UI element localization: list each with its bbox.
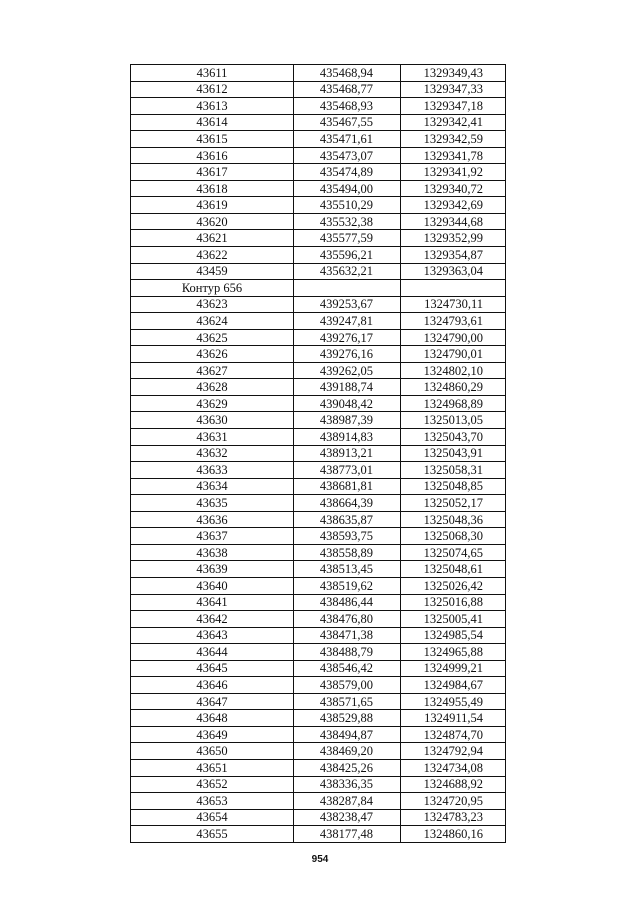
x-coordinate-cell: 438476,80 (294, 611, 401, 628)
y-coordinate-cell: 1329349,43 (401, 65, 506, 82)
x-coordinate-cell: 438238,47 (294, 809, 401, 826)
point-id-cell: 43620 (131, 213, 294, 230)
y-coordinate-cell: 1329342,69 (401, 197, 506, 214)
coordinates-table (130, 64, 506, 843)
table-row (131, 313, 506, 330)
y-coordinate-cell (401, 280, 506, 297)
point-id-cell: 43627 (131, 362, 294, 379)
x-coordinate-cell: 435532,38 (294, 213, 401, 230)
x-coordinate-cell: 438571,65 (294, 693, 401, 710)
table-row (131, 544, 506, 561)
table-row (131, 462, 506, 479)
point-id-cell: 43614 (131, 114, 294, 131)
point-id-cell: 43636 (131, 511, 294, 528)
y-coordinate-cell: 1324734,08 (401, 759, 506, 776)
point-id-cell: 43634 (131, 478, 294, 495)
point-id-cell: 43641 (131, 594, 294, 611)
point-id-cell: Контур 656 (131, 280, 294, 297)
point-id-cell: 43645 (131, 660, 294, 677)
x-coordinate-cell: 438519,62 (294, 577, 401, 594)
point-id-cell: 43655 (131, 826, 294, 843)
y-coordinate-cell: 1329347,18 (401, 98, 506, 115)
table-row (131, 213, 506, 230)
table-row (131, 81, 506, 98)
x-coordinate-cell: 439262,05 (294, 362, 401, 379)
x-coordinate-cell: 435494,00 (294, 180, 401, 197)
y-coordinate-cell: 1325043,70 (401, 429, 506, 446)
y-coordinate-cell: 1324965,88 (401, 644, 506, 661)
point-id-cell: 43644 (131, 644, 294, 661)
table-row (131, 660, 506, 677)
table-row (131, 611, 506, 628)
y-coordinate-cell: 1324874,70 (401, 726, 506, 743)
table-row (131, 98, 506, 115)
point-id-cell: 43611 (131, 65, 294, 82)
y-coordinate-cell: 1325068,30 (401, 528, 506, 545)
y-coordinate-cell: 1324955,49 (401, 693, 506, 710)
point-id-cell: 43459 (131, 263, 294, 280)
y-coordinate-cell: 1329363,04 (401, 263, 506, 280)
table-row (131, 809, 506, 826)
x-coordinate-cell: 438914,83 (294, 429, 401, 446)
y-coordinate-cell: 1329340,72 (401, 180, 506, 197)
coordinates-table-body (131, 65, 506, 843)
point-id-cell: 43635 (131, 495, 294, 512)
y-coordinate-cell: 1325026,42 (401, 577, 506, 594)
table-row (131, 263, 506, 280)
y-coordinate-cell: 1325074,65 (401, 544, 506, 561)
x-coordinate-cell: 435468,77 (294, 81, 401, 98)
x-coordinate-cell: 438471,38 (294, 627, 401, 644)
table-row (131, 164, 506, 181)
y-coordinate-cell: 1324790,01 (401, 346, 506, 363)
point-id-cell: 43630 (131, 412, 294, 429)
y-coordinate-cell: 1325058,31 (401, 462, 506, 479)
y-coordinate-cell: 1324911,54 (401, 710, 506, 727)
point-id-cell: 43624 (131, 313, 294, 330)
table-row (131, 429, 506, 446)
y-coordinate-cell: 1324802,10 (401, 362, 506, 379)
table-row (131, 346, 506, 363)
table-row (131, 495, 506, 512)
table-row (131, 776, 506, 793)
point-id-cell: 43628 (131, 379, 294, 396)
y-coordinate-cell: 1324968,89 (401, 395, 506, 412)
point-id-cell: 43621 (131, 230, 294, 247)
table-row (131, 131, 506, 148)
table-row (131, 445, 506, 462)
point-id-cell: 43612 (131, 81, 294, 98)
y-coordinate-cell: 1324985,54 (401, 627, 506, 644)
y-coordinate-cell: 1324688,92 (401, 776, 506, 793)
x-coordinate-cell: 438546,42 (294, 660, 401, 677)
x-coordinate-cell (294, 280, 401, 297)
x-coordinate-cell: 438177,48 (294, 826, 401, 843)
point-id-cell: 43632 (131, 445, 294, 462)
point-id-cell: 43638 (131, 544, 294, 561)
point-id-cell: 43648 (131, 710, 294, 727)
table-row (131, 759, 506, 776)
y-coordinate-cell: 1324730,11 (401, 296, 506, 313)
x-coordinate-cell: 438529,88 (294, 710, 401, 727)
x-coordinate-cell: 438987,39 (294, 412, 401, 429)
y-coordinate-cell: 1325013,05 (401, 412, 506, 429)
point-id-cell: 43646 (131, 677, 294, 694)
table-row (131, 726, 506, 743)
table-row (131, 296, 506, 313)
x-coordinate-cell: 438913,21 (294, 445, 401, 462)
table-row (131, 594, 506, 611)
table-row (131, 627, 506, 644)
point-id-cell: 43615 (131, 131, 294, 148)
y-coordinate-cell: 1324860,29 (401, 379, 506, 396)
point-id-cell: 43633 (131, 462, 294, 479)
x-coordinate-cell: 438425,26 (294, 759, 401, 776)
x-coordinate-cell: 438494,87 (294, 726, 401, 743)
y-coordinate-cell: 1329341,78 (401, 147, 506, 164)
table-row (131, 65, 506, 82)
y-coordinate-cell: 1329342,41 (401, 114, 506, 131)
point-id-cell: 43650 (131, 743, 294, 760)
point-id-cell: 43647 (131, 693, 294, 710)
y-coordinate-cell: 1325048,36 (401, 511, 506, 528)
table-row (131, 230, 506, 247)
y-coordinate-cell: 1329342,59 (401, 131, 506, 148)
x-coordinate-cell: 438579,00 (294, 677, 401, 694)
table-row (131, 114, 506, 131)
y-coordinate-cell: 1325005,41 (401, 611, 506, 628)
y-coordinate-cell: 1325043,91 (401, 445, 506, 462)
x-coordinate-cell: 439048,42 (294, 395, 401, 412)
y-coordinate-cell: 1325016,88 (401, 594, 506, 611)
x-coordinate-cell: 439188,74 (294, 379, 401, 396)
y-coordinate-cell: 1325048,85 (401, 478, 506, 495)
table-row (131, 511, 506, 528)
x-coordinate-cell: 435632,21 (294, 263, 401, 280)
x-coordinate-cell: 435474,89 (294, 164, 401, 181)
table-row (131, 379, 506, 396)
x-coordinate-cell: 435468,93 (294, 98, 401, 115)
point-id-cell: 43637 (131, 528, 294, 545)
point-id-cell: 43652 (131, 776, 294, 793)
point-id-cell: 43623 (131, 296, 294, 313)
x-coordinate-cell: 435510,29 (294, 197, 401, 214)
table-row (131, 693, 506, 710)
x-coordinate-cell: 435471,61 (294, 131, 401, 148)
x-coordinate-cell: 435467,55 (294, 114, 401, 131)
point-id-cell: 43626 (131, 346, 294, 363)
x-coordinate-cell: 438486,44 (294, 594, 401, 611)
point-id-cell: 43613 (131, 98, 294, 115)
table-row (131, 395, 506, 412)
x-coordinate-cell: 435596,21 (294, 247, 401, 264)
y-coordinate-cell: 1324790,00 (401, 329, 506, 346)
x-coordinate-cell: 438469,20 (294, 743, 401, 760)
y-coordinate-cell: 1329347,33 (401, 81, 506, 98)
table-row (131, 180, 506, 197)
table-row (131, 644, 506, 661)
table-row (131, 247, 506, 264)
x-coordinate-cell: 438681,81 (294, 478, 401, 495)
point-id-cell: 43642 (131, 611, 294, 628)
table-row (131, 329, 506, 346)
point-id-cell: 43651 (131, 759, 294, 776)
table-row (131, 710, 506, 727)
y-coordinate-cell: 1324999,21 (401, 660, 506, 677)
page-number: 954 (311, 854, 329, 865)
table-row (131, 147, 506, 164)
y-coordinate-cell: 1329344,68 (401, 213, 506, 230)
point-id-cell: 43643 (131, 627, 294, 644)
y-coordinate-cell: 1324860,16 (401, 826, 506, 843)
point-id-cell: 43619 (131, 197, 294, 214)
table-row (131, 677, 506, 694)
y-coordinate-cell: 1324720,95 (401, 793, 506, 810)
table-row (131, 197, 506, 214)
x-coordinate-cell: 435468,94 (294, 65, 401, 82)
table-row (131, 362, 506, 379)
y-coordinate-cell: 1324792,94 (401, 743, 506, 760)
point-id-cell: 43654 (131, 809, 294, 826)
x-coordinate-cell: 438558,89 (294, 544, 401, 561)
x-coordinate-cell: 438664,39 (294, 495, 401, 512)
x-coordinate-cell: 438336,35 (294, 776, 401, 793)
x-coordinate-cell: 438287,84 (294, 793, 401, 810)
contour-header-row (131, 280, 506, 297)
y-coordinate-cell: 1324793,61 (401, 313, 506, 330)
x-coordinate-cell: 438593,75 (294, 528, 401, 545)
y-coordinate-cell: 1325052,17 (401, 495, 506, 512)
table-row (131, 743, 506, 760)
point-id-cell: 43649 (131, 726, 294, 743)
x-coordinate-cell: 439253,67 (294, 296, 401, 313)
x-coordinate-cell: 438513,45 (294, 561, 401, 578)
point-id-cell: 43618 (131, 180, 294, 197)
y-coordinate-cell: 1329352,99 (401, 230, 506, 247)
table-row (131, 577, 506, 594)
y-coordinate-cell: 1324984,67 (401, 677, 506, 694)
table-row (131, 478, 506, 495)
x-coordinate-cell: 439276,17 (294, 329, 401, 346)
table-row (131, 826, 506, 843)
table-row (131, 561, 506, 578)
x-coordinate-cell: 439276,16 (294, 346, 401, 363)
x-coordinate-cell: 435577,59 (294, 230, 401, 247)
y-coordinate-cell: 1329341,92 (401, 164, 506, 181)
point-id-cell: 43622 (131, 247, 294, 264)
point-id-cell: 43629 (131, 395, 294, 412)
x-coordinate-cell: 435473,07 (294, 147, 401, 164)
table-row (131, 793, 506, 810)
x-coordinate-cell: 438635,87 (294, 511, 401, 528)
point-id-cell: 43640 (131, 577, 294, 594)
table-row (131, 412, 506, 429)
point-id-cell: 43639 (131, 561, 294, 578)
point-id-cell: 43631 (131, 429, 294, 446)
point-id-cell: 43625 (131, 329, 294, 346)
table-row (131, 528, 506, 545)
point-id-cell: 43653 (131, 793, 294, 810)
y-coordinate-cell: 1329354,87 (401, 247, 506, 264)
x-coordinate-cell: 438488,79 (294, 644, 401, 661)
point-id-cell: 43616 (131, 147, 294, 164)
y-coordinate-cell: 1325048,61 (401, 561, 506, 578)
x-coordinate-cell: 439247,81 (294, 313, 401, 330)
y-coordinate-cell: 1324783,23 (401, 809, 506, 826)
point-id-cell: 43617 (131, 164, 294, 181)
x-coordinate-cell: 438773,01 (294, 462, 401, 479)
